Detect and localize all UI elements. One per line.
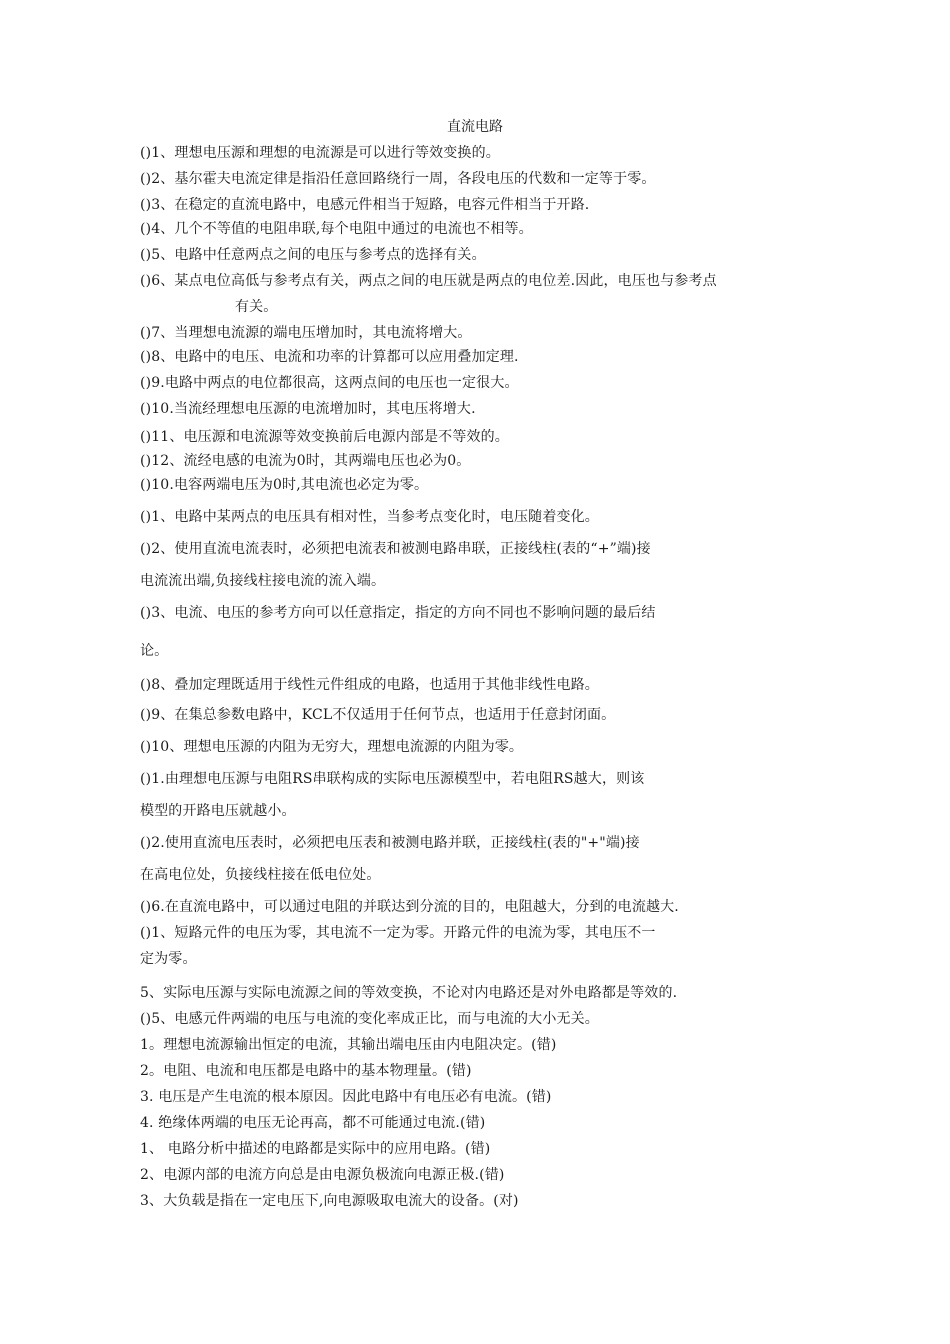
text-line: ()3、电流、电压的参考方向可以任意指定，指定的方向不同也不影响问题的最后结: [140, 605, 656, 621]
text-line: ()6.在直流电路中，可以通过电阻的并联达到分流的目的，电阻越大，分到的电流越大.: [140, 899, 679, 915]
text-line: 论。: [140, 643, 169, 659]
text-line: ()7、当理想电流源的端电压增加时，其电流将增大。: [140, 325, 472, 341]
text-line: ()5、电路中任意两点之间的电压与参考点的选择有关。: [140, 247, 486, 263]
text-line: 在高电位处，负接线柱接在低电位处。: [140, 867, 381, 883]
text-line: ()12、流经电感的电流为0时，其两端电压也必为0。: [140, 453, 471, 469]
text-line: ()9、在集总参数电路中，KCL不仅适用于任何节点，也适用于任意封闭面。: [140, 707, 616, 723]
text-line: ()5、电感元件两端的电压与电流的变化率成正比，而与电流的大小无关。: [140, 1011, 599, 1027]
text-line: ()10.当流经理想电压源的电流增加时，其电压将增大.: [140, 401, 476, 417]
text-line: 1。理想电流源输出恒定的电流，其输出端电压由内电阻决定。(错): [140, 1037, 557, 1053]
text-line: ()1.由理想电压源与电阻RS串联构成的实际电压源模型中，若电阻RS越大，则该: [140, 771, 645, 787]
text-line: 5、实际电压源与实际电流源之间的等效变换，不论对内电路还是对外电路都是等效的.: [140, 985, 678, 1001]
text-line: ()1、理想电压源和理想的电流源是可以进行等效变换的。: [140, 145, 500, 161]
text-line: ()6、某点电位高低与参考点有关，两点之间的电压就是两点的电位差.因此，电压也与参考点: [140, 273, 717, 289]
text-line: ()9.电路中两点的电位都很高，这两点间的电压也一定很大。: [140, 375, 519, 391]
text-line: 3. 电压是产生电流的根本原因。因此电路中有电压必有电流。(错): [140, 1089, 552, 1105]
text-line: 1、 电路分析中描述的电路都是实际中的应用电路。(错): [140, 1141, 491, 1157]
text-line: ()1、短路元件的电压为零，其电流不一定为零。开路元件的电流为零，其电压不一: [140, 925, 656, 941]
document-title: 直流电路: [447, 119, 503, 135]
text-line: ()4、几个不等值的电阻串联,每个电阻中通过的电流也不相等。: [140, 221, 533, 237]
text-line: ()8、叠加定理既适用于线性元件组成的电路，也适用于其他非线性电路。: [140, 677, 599, 693]
text-line: ()11、电压源和电流源等效变换前后电源内部是不等效的。: [140, 429, 509, 445]
text-line: 4. 绝缘体两端的电压无论再高，都不可能通过电流.(错): [140, 1115, 486, 1131]
text-line: ()1、电路中某两点的电压具有相对性，当参考点变化时，电压随着变化。: [140, 509, 599, 525]
text-line: ()2、使用直流电流表时，必须把电流表和被测电路串联，正接线柱(表的“+”端)接: [140, 541, 651, 557]
text-line: ()10.电容两端电压为0时,其电流也必定为零。: [140, 477, 429, 493]
text-line: ()10、理想电压源的内阻为无穷大，理想电流源的内阻为零。: [140, 739, 524, 755]
text-line: 2、电源内部的电流方向总是由电源负极流向电源正极.(错): [140, 1167, 505, 1183]
text-line: 电流流出端,负接线柱接电流的流入端。: [140, 573, 386, 589]
text-line: 2。电阻、电流和电压都是电路中的基本物理量。(错): [140, 1063, 472, 1079]
text-line: 定为零。: [140, 951, 197, 967]
text-line: ()2.使用直流电压表时，必须把电压表和被测电路并联，正接线柱(表的"+"端)接: [140, 835, 640, 851]
text-line: 3、大负载是指在一定电压下,向电源吸取电流大的设备。(对): [140, 1193, 519, 1209]
text-line: ()2、基尔霍夫电流定律是指沿任意回路绕行一周，各段电压的代数和一定等于零。: [140, 171, 656, 187]
text-line: 有关。: [235, 299, 278, 315]
text-line: 模型的开路电压就越小。: [140, 803, 296, 819]
text-line: ()8、电路中的电压、电流和功率的计算都可以应用叠加定理.: [140, 349, 519, 365]
text-line: ()3、在稳定的直流电路中，电感元件相当于短路，电容元件相当于开路.: [140, 197, 590, 213]
